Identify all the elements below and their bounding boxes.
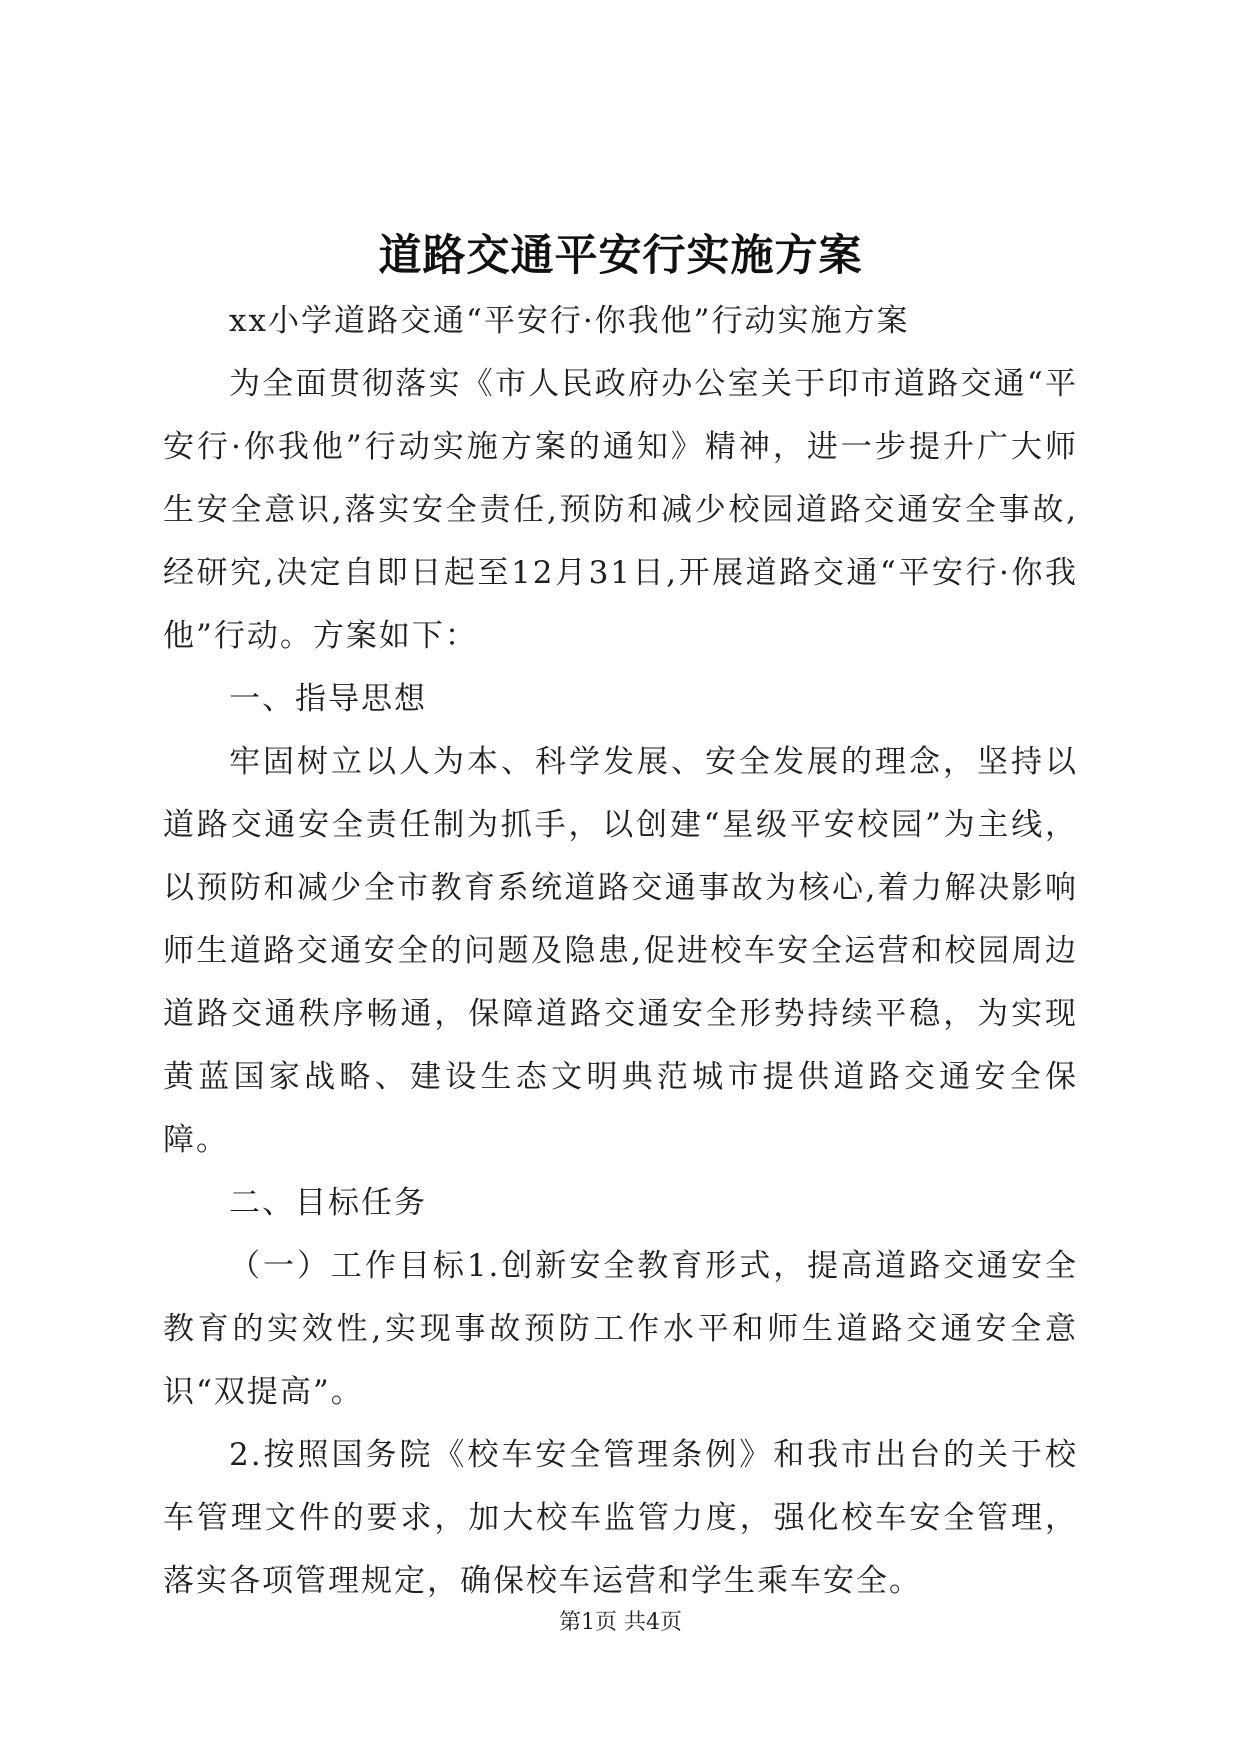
section-heading-goals-tasks: 二、目标任务 (229, 1185, 427, 1221)
paragraph-subtitle: xx小学道路交通“平安行·你我他”行动实施方案 (229, 303, 910, 339)
page-number-footer: 第1页 共4页 (559, 1610, 682, 1635)
paragraph-work-goal-2: 2.按照国务院《校车安全管理条例》和我市出台的关于校车管理文件的要求，加大校车监管力度，强化校车安全管理，落实各项管理规定，确保校车运营和学生乘车安全。 (163, 1437, 1078, 1599)
section-heading-guiding-ideology: 一、指导思想 (229, 681, 427, 717)
document-body (163, 290, 1078, 1613)
document-title: 道路交通平安行实施方案 (378, 231, 863, 281)
paragraph-intro: 为全面贯彻落实《市人民政府办公室关于印市道路交通“平安行·你我他”行动实施方案的通知》精神，进一步提升广大师生安全意识,落实安全责任,预防和减少校园道路交通安全事故,经研究,决定自即日起至12月31日,开展道路交通“平安行·你我他”行动。方案如下： (163, 366, 1078, 654)
paragraph-work-goal-1: （一）工作目标1.创新安全教育形式，提高道路交通安全教育的实效性,实现事故预防工作水平和师生道路交通安全意识“双提高”。 (163, 1248, 1078, 1410)
paragraph-guiding-ideology: 牢固树立以人为本、科学发展、安全发展的理念，坚持以道路交通安全责任制为抓手，以创建“星级平安校园”为主线，以预防和减少全市教育系统道路交通事故为核心,着力解决影响师生道路交通安全的问题及隐患,促进校车安全运营和校园周边道路交通秩序畅通，保障道路交通安全形势持续平稳，为实现黄蓝国家战略、建设生态文明典范城市提供道路交通安全保障。 (163, 744, 1078, 1158)
